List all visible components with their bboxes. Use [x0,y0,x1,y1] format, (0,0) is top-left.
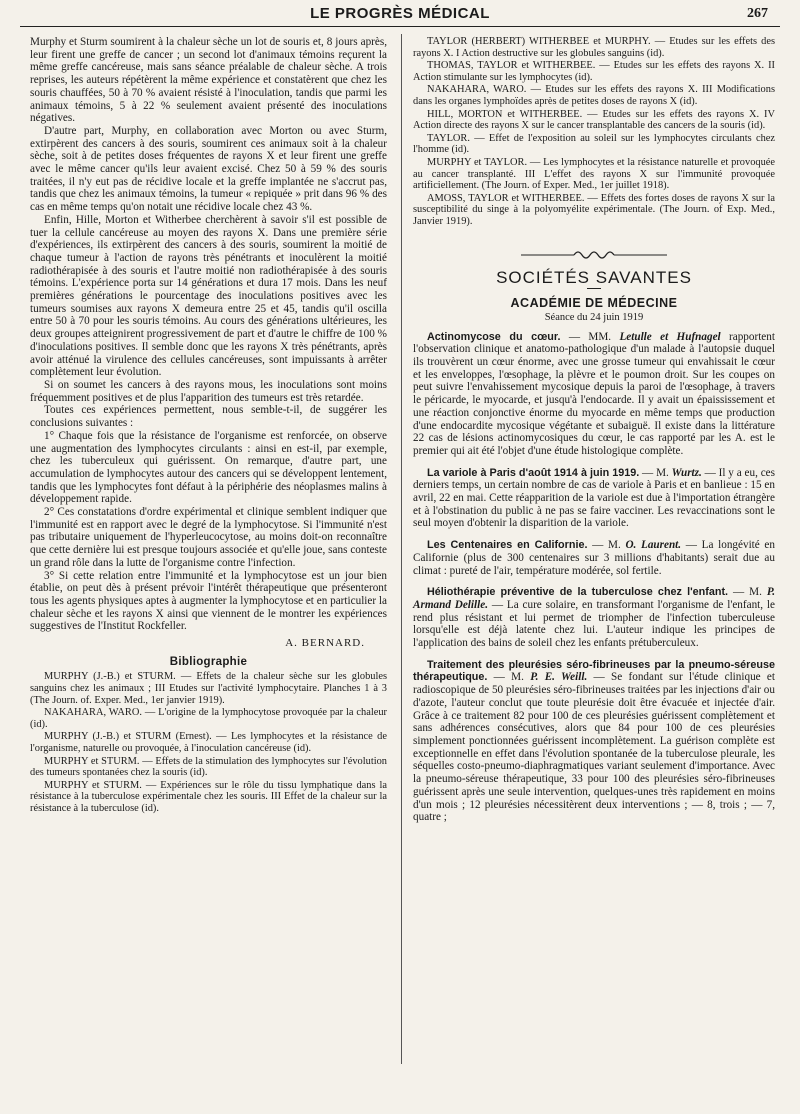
report-text: — Il y a eu, ces derniers temps, un certain nombre de cas de variole à Paris et en banlieue : 15 en avril, 22 en mai. Cette réapparition de la variole est due à l'importation étrangère et à l'obstination du public à ne pas se faire vacciner. Les revaccinations sont le seul moyen d'obtenir la disparition de la variole. [413,466,775,530]
report-separator: — M. [587,539,626,552]
report-separator: — M. [487,671,531,684]
report-author: Wurtz. [671,466,702,479]
paragraph: 1° Chaque fois que la résistance de l'organisme est renforcée, on observe une augmentation des lymphocytes circulants : ainsi en est-il, par exemple, chez les tuberculeux qui guérissent. On remarque, d'autre part, une accumulation de lymphocytes autour des cancers qui se développent lentement, tandis que les lymphocytes font défaut à la périphérie des néoplasmes malins à développement rapide. [30,429,387,506]
bibliography-heading: Bibliographie [169,655,248,668]
section-rule [587,288,601,289]
page-number: 267 [747,6,768,21]
bibliography-entry: NAKAHARA, WARO. — Etudes sur les effets des rayons X. III Modifications dans les organes lymphoïdes après de petites doses de rayons X (id). [413,84,775,107]
report-text: — Se fondant sur l'étude clinique et radioscopique de 50 pleurésies séro-fibrineuses traitées par les injections d'air ou d'azote, l'auteur conclut que toute pleurésie doit être évacuée et injectée d'air. Grâce à ce traitement 82 pour 100 de ces pleurésies guérissent complètement et sans adhérences consécutives, alors que 84 pour 100 de ces pleurésies simplement ponctionnées guérissent incomplètement. La guérison complète est exceptionnelle en effet dans l'évolution spontanée de la tuberculose pleurale, les séquelles costo-pneumo-diaphragmatiques variant seulement d'importance. Avec la pneumo-séreuse thérapeutique, 33 pour 100 des pleurésies séro-fibrineuses guérissent après une seule intervention, quelques-unes très rapidement en moins d'un mois ; 12 pleurésies nécessitèrent deux interventions ; — 8, trois ; — 7, quatre ; [413,671,776,824]
right-column [413,36,775,833]
session-date: Séance du 24 juin 1919 [544,311,644,323]
report-text: rapportent l'observation clinique et anatomo-pathologique d'un malade à l'autopsie duquel ils trouvèrent un cœur énorme, avec une grosse tumeur qui envahissait le cœur et les enveloppes, l'œsophage, la plèvre et le poumon droit. Sur les coupes on peut suivre l'envahissement mycosique depuis la paroi de l'œsophage, à travers le péricarde, le myocarde, et jusqu'à l'endocarde. Il y avait un épaississement et une réaction conjonctive énorme du myocarde en même temps que production d'une endocardite mycosique végétante et subaiguë. Il existe dans la littérature 22 cas de lésions actinomycosiques du cœur, le cas rapporté par les A. est le premier qui ait été l'objet d'une étude histologique complète. [413,330,775,457]
author-signature: A. BERNARD. [285,637,365,650]
left-column [30,36,387,816]
report-heading: La variole à Paris d'août 1914 à juin 1919. [427,466,640,479]
bibliography-entry: TAYLOR (HERBERT) WITHERBEE et MURPHY. — Etudes sur les effets des rayons X. I Action destructive sur les globules sanguins (id). [413,36,775,59]
section-title: SOCIÉTÉS SAVANTES [496,267,692,287]
bibliography-entry: MURPHY (J.-B.) et STURM. — Effets de la chaleur sèche sur les globules sanguins chez les animaux ; III Etudes sur l'activité lymphocytaire. Planches 1 à 3 (The Journ. of. Exper. Med., 1er janvier 1919). [30,671,387,706]
bibliography-entry: MURPHY et STURM. — Expériences sur le rôle du tissu lymphatique dans la résistance à la tuberculose expérimentale chez les souris. III Effet de la chaleur sur la résistance à la tuberculose (id). [30,779,387,814]
report-author: Letulle et Hufnagel [619,330,721,343]
flourish-icon [519,248,669,262]
report-author: P. E. Weill. [530,671,588,684]
report-heading: Actinomycose du cœur. [427,330,561,343]
column-divider [401,34,402,1064]
report-author: O. Laurent. [625,539,682,552]
bibliography-entry: MURPHY (J.-B.) et STURM (Ernest). — Les lymphocytes et la résistance de l'organisme, naturelle ou provoquée, à l'inoculation cancéreuse (id). [30,731,387,755]
report-heading: Les Centenaires en Californie. [427,539,588,552]
report-heading: Héliothérapie préventive de la tuberculose chez l'enfant. [427,586,729,599]
paragraph: D'autre part, Murphy, en collaboration avec Morton ou avec Sturm, extirpèrent des cancers à des souris, soumirent ces animaux soit à la chaleur sèche, soit à de petites doses fréquentes de rayons X et leur firent une greffe avec le même cancer qu'ils leur avaient excisé. Chez 50 à 59 % des souris traitées, il n'y eut pas de récidive locale et la greffe implantée ne s'accrut pas, tandis que chez les animaux témoins, la tumeur « repiquée » prit dans 96 % des cas en même temps qu'on notait une récidive locale chez 43 %. [30,124,387,214]
running-header [20,2,780,28]
academy-heading: ACADÉMIE DE MÉDECINE [510,296,678,311]
report-separator: — M. [639,466,672,479]
report-text: — La cure solaire, en transformant l'organisme de l'enfant, le rend plus résistant et lui permet de triompher de l'infection tuberculeuse lorsqu'elle est déjà latente chez lui. L'auteur indique les principes de l'application des bains de soleil chez les enfants prétuberculeux. [413,598,776,650]
paragraph: Si on soumet les cancers à des rayons mous, les inoculations sont moins fréquemment positives et de plus l'apparition des tumeurs est très retardée. [30,378,387,404]
journal-title: LE PROGRÈS MÉDICAL [310,5,490,22]
report-item [413,586,775,650]
bibliography-entry: MURPHY et STURM. — Effets de la stimulation des lymphocytes sur l'évolution des tumeurs spontanées chez la souris (id). [30,755,387,779]
bibliography-entry: TAYLOR. — Effet de l'exposition au soleil sur les lymphocytes circulants chez l'homme (id). [413,132,775,156]
bibliography-entry: HILL, MORTON et WITHERBEE. — Etudes sur les effets des rayons X. IV Action directe des rayons X sur le cancer transplantable des cancers de la souris (id). [413,108,775,132]
report-heading: Traitement des pleurésies séro-fibrineuses par la pneumo-séreuse thérapeutique. [413,658,775,684]
ornament-flourish [413,248,775,262]
paragraph: 3° Si cette relation entre l'immunité et la lymphocytose est un jour bien établie, on peut dès à présent prévoir l'intérêt thérapeutique que présenteront tous les agents physiques aptes à augmenter la lymphocytose et en particulier la chaleur sèche et les rayons X ainsi que viennent de le montrer les expériences suggestives de l'Institut Rockfeller. [30,569,387,633]
report-item [413,467,775,531]
report-author: P. Armand Delille. [413,586,775,611]
paragraph: 2° Ces constatations d'ordre expérimental et clinique semblent indiquer que l'immunité est en rapport avec le degré de la lymphocytose. Si l'immunité n'est pas tributaire uniquement de l'hyperleucocytose, au moins doit-on reconnaître que cette dernière lui est presque toujours associée et qu'elle joue, sans conteste un grand rôle dans la lutte de l'organisme contre l'infection. [30,506,387,569]
report-separator: — M. [728,586,767,599]
paragraph: Enfin, Hille, Morton et Witherbee cherchèrent à savoir s'il est possible de tuer la cellule cancéreuse au moyen des rayons X. Dans une première série d'expériences, ils extirpèrent des cancers à des souris, soumirent la moitié de chaque tumeur à l'action de rayons très pénétrants et inoculèrent la moitié radiothérapisée à des souris et l'autre moitié non radiothérapisée à des souris témoins. L'expérience porta sur 14 générations et dura 17 mois. Dans les neuf premières générations le pourcentage des inoculations positives avec les tumeurs soumises aux rayons X demeura entre 25 et 45, tandis qu'il oscilla entre 50 à 70 pour les souris témoins. Au cours des générations ultérieures, les deux groupes atteignirent progressivement de part et d'autre le chiffre de 100 % d'inoculations positives. Il semble donc que les rayons X très pénétrants, après avoir atténué la virulence des cellules cancéreuses, sont impuissants à arrêter complètement leur évolution. [30,213,387,379]
bibliography-entry: MURPHY et TAYLOR. — Les lymphocytes et la résistance naturelle et provoquée au cancer transplanté. III L'effet des rayons X sur l'immunité provoquée artificiellement. (The Journ. of Exper. Med., 1er juillet 1918). [413,156,775,192]
bibliography-entry: THOMAS, TAYLOR et WITHERBEE. — Etudes sur les effets des rayons X. II Action stimulante sur les lymphocytes (id). [413,60,775,83]
report-item [413,331,775,458]
report-separator: — MM. [560,330,620,343]
bibliography-entry: NAKAHARA, WARO. — L'origine de la lymphocytose provoquée par la chaleur (id). [30,707,387,730]
report-item [413,539,775,577]
header-rule [20,26,780,27]
bibliography-entry: AMOSS, TAYLOR et WITHERBEE. — Effets des fortes doses de rayons X sur la susceptibilité du singe à la polyomyélite expérimentale. (The Journ. of Exp. Med., Janvier 1919). [413,192,775,227]
report-text: — La longévité en Californie (plus de 300 centenaires sur 3 millions d'habitants) serait due au climat : pureté de l'air, température modérée, sol fertile. [413,539,775,577]
paragraph: Toutes ces expériences permettent, nous semble-t-il, de suggérer les conclusions suivantes : [30,404,387,430]
paragraph: Murphy et Sturm soumirent à la chaleur sèche un lot de souris et, 8 jours après, leur firent une greffe de cancer ; un second lot d'animaux témoins reçurent la même greffe cancéreuse, mais sans séance préalable de chaleur sèche. A trois reprises, les auteurs répétèrent la même expérience et constatèrent que chez les souris chauffées, 50 à 70 % avaient résisté à l'inoculation, tandis que parmi les animaux témoins, 5 à 22 % seulement avaient présenté des inoculations négatives. [30,36,387,125]
report-item [413,659,775,824]
